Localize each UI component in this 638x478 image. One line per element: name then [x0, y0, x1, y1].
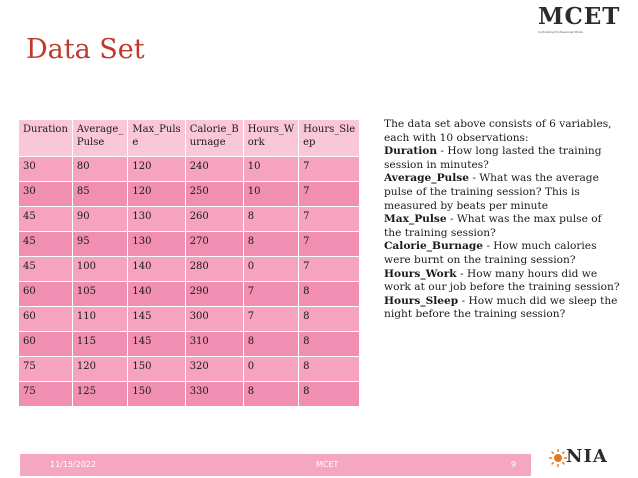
table-cell: 8	[299, 282, 360, 307]
table-header-row	[19, 120, 360, 157]
table-cell: 300	[185, 307, 243, 332]
table-row	[19, 357, 360, 382]
table-cell: 8	[243, 332, 298, 357]
description-text: - How many hours did we work at our job before the training session?	[384, 267, 620, 294]
table-cell: 280	[185, 257, 243, 282]
table-cell: 45	[19, 232, 73, 257]
description-list	[384, 145, 620, 322]
table-row	[19, 257, 360, 282]
description-text: - How long lasted the training session in minutes?	[384, 145, 602, 171]
table-cell: 125	[72, 382, 127, 407]
footer-date: 11/15/2022	[50, 460, 97, 469]
page-number: 9	[511, 460, 517, 469]
table-cell: 30	[19, 157, 73, 182]
table-cell: 10	[243, 182, 298, 207]
description-intro: The data set above consists of 6 variables, each with 10 observations:	[384, 118, 612, 144]
table-cell: 0	[243, 357, 298, 382]
table-cell: 30	[19, 182, 73, 207]
table-row	[19, 307, 360, 332]
table-cell: 10	[243, 157, 298, 182]
description-term: Hours_Sleep	[384, 294, 459, 307]
footer-bar	[20, 454, 531, 476]
mcet-logo-wordmark: MCET	[538, 3, 621, 30]
table-cell: 8	[299, 307, 360, 332]
table-cell: 7	[243, 307, 298, 332]
table-cell: 250	[185, 182, 243, 207]
table-cell: 7	[299, 257, 360, 282]
footer-center-label: MCET	[316, 460, 339, 469]
description-term: Max_Pulse	[384, 213, 447, 226]
nia-logo	[548, 446, 634, 476]
table-row	[19, 232, 360, 257]
table-cell: 150	[128, 382, 185, 407]
table-cell: 140	[128, 257, 185, 282]
table-row	[19, 332, 360, 357]
table-cell: 8	[243, 382, 298, 407]
table-cell: 75	[19, 357, 73, 382]
mcet-logo	[538, 3, 628, 52]
data-set-table	[18, 119, 360, 407]
table-header-cell: Calorie_B urnage	[185, 120, 243, 157]
slide-title: Data Set	[26, 34, 145, 65]
description-item	[384, 268, 620, 295]
table-cell: 130	[128, 207, 185, 232]
table-row	[19, 382, 360, 407]
table-cell: 7	[299, 207, 360, 232]
table-cell: 100	[72, 257, 127, 282]
table-cell: 320	[185, 357, 243, 382]
table-cell: 95	[72, 232, 127, 257]
table-cell: 260	[185, 207, 243, 232]
table-cell: 310	[185, 332, 243, 357]
table-cell: 45	[19, 257, 73, 282]
table-cell: 240	[185, 157, 243, 182]
table-header-cell: Hours_Sle ep	[299, 120, 360, 157]
table-cell: 60	[19, 332, 73, 357]
table-cell: 8	[299, 357, 360, 382]
table-cell: 0	[243, 257, 298, 282]
description-item	[384, 172, 620, 213]
table-header-cell: Duration	[19, 120, 73, 157]
table-cell: 7	[243, 282, 298, 307]
description-term: Duration	[384, 145, 438, 158]
table-cell: 7	[299, 182, 360, 207]
table-cell: 80	[72, 157, 127, 182]
table-cell: 120	[128, 157, 185, 182]
table-row	[19, 182, 360, 207]
table-cell: 290	[185, 282, 243, 307]
dataset-description	[384, 118, 620, 322]
table-cell: 150	[128, 357, 185, 382]
table-cell: 7	[299, 232, 360, 257]
sun-emblem-icon	[548, 448, 568, 468]
table-header-cell: Hours_W ork	[243, 120, 298, 157]
table-cell: 330	[185, 382, 243, 407]
table-cell: 105	[72, 282, 127, 307]
mcet-logo-tagline: Cultivating Professional Minds	[538, 30, 583, 34]
description-item	[384, 145, 620, 172]
table-body	[19, 157, 360, 407]
table-cell: 8	[243, 207, 298, 232]
table-cell: 75	[19, 382, 73, 407]
nia-logo-wordmark: NIA	[566, 446, 608, 467]
description-text: - How much did we sleep the night before the training session?	[384, 294, 618, 321]
table-row	[19, 207, 360, 232]
table-cell: 145	[128, 307, 185, 332]
description-term: Calorie_Burnage	[384, 240, 483, 253]
table-cell: 7	[299, 157, 360, 182]
table-cell: 115	[72, 332, 127, 357]
table-row	[19, 282, 360, 307]
table-header-cell: Max_Puls e	[128, 120, 185, 157]
table-cell: 90	[72, 207, 127, 232]
table-cell: 110	[72, 307, 127, 332]
description-text: - How much calories were burnt on the training session?	[384, 240, 597, 266]
table-cell: 85	[72, 182, 127, 207]
table-cell: 130	[128, 232, 185, 257]
description-item	[384, 295, 620, 322]
table-header-cell: Average_ Pulse	[72, 120, 127, 157]
table-cell: 270	[185, 232, 243, 257]
description-text: - What was the average pulse of the training session? This is measured by beats per minute	[384, 172, 599, 212]
description-term: Average_Pulse	[384, 172, 469, 185]
table-cell: 8	[243, 232, 298, 257]
table-cell: 60	[19, 307, 73, 332]
table-cell: 140	[128, 282, 185, 307]
table-cell: 120	[128, 182, 185, 207]
table-cell: 60	[19, 282, 73, 307]
table-cell: 45	[19, 207, 73, 232]
description-item	[384, 213, 620, 240]
table-cell: 8	[299, 382, 360, 407]
table-cell: 8	[299, 332, 360, 357]
description-item	[384, 240, 620, 267]
table-cell: 145	[128, 332, 185, 357]
table-row	[19, 157, 360, 182]
description-text: - What was the max pulse of the training session?	[384, 213, 602, 239]
table-cell: 120	[72, 357, 127, 382]
description-term: Hours_Work	[384, 267, 457, 280]
